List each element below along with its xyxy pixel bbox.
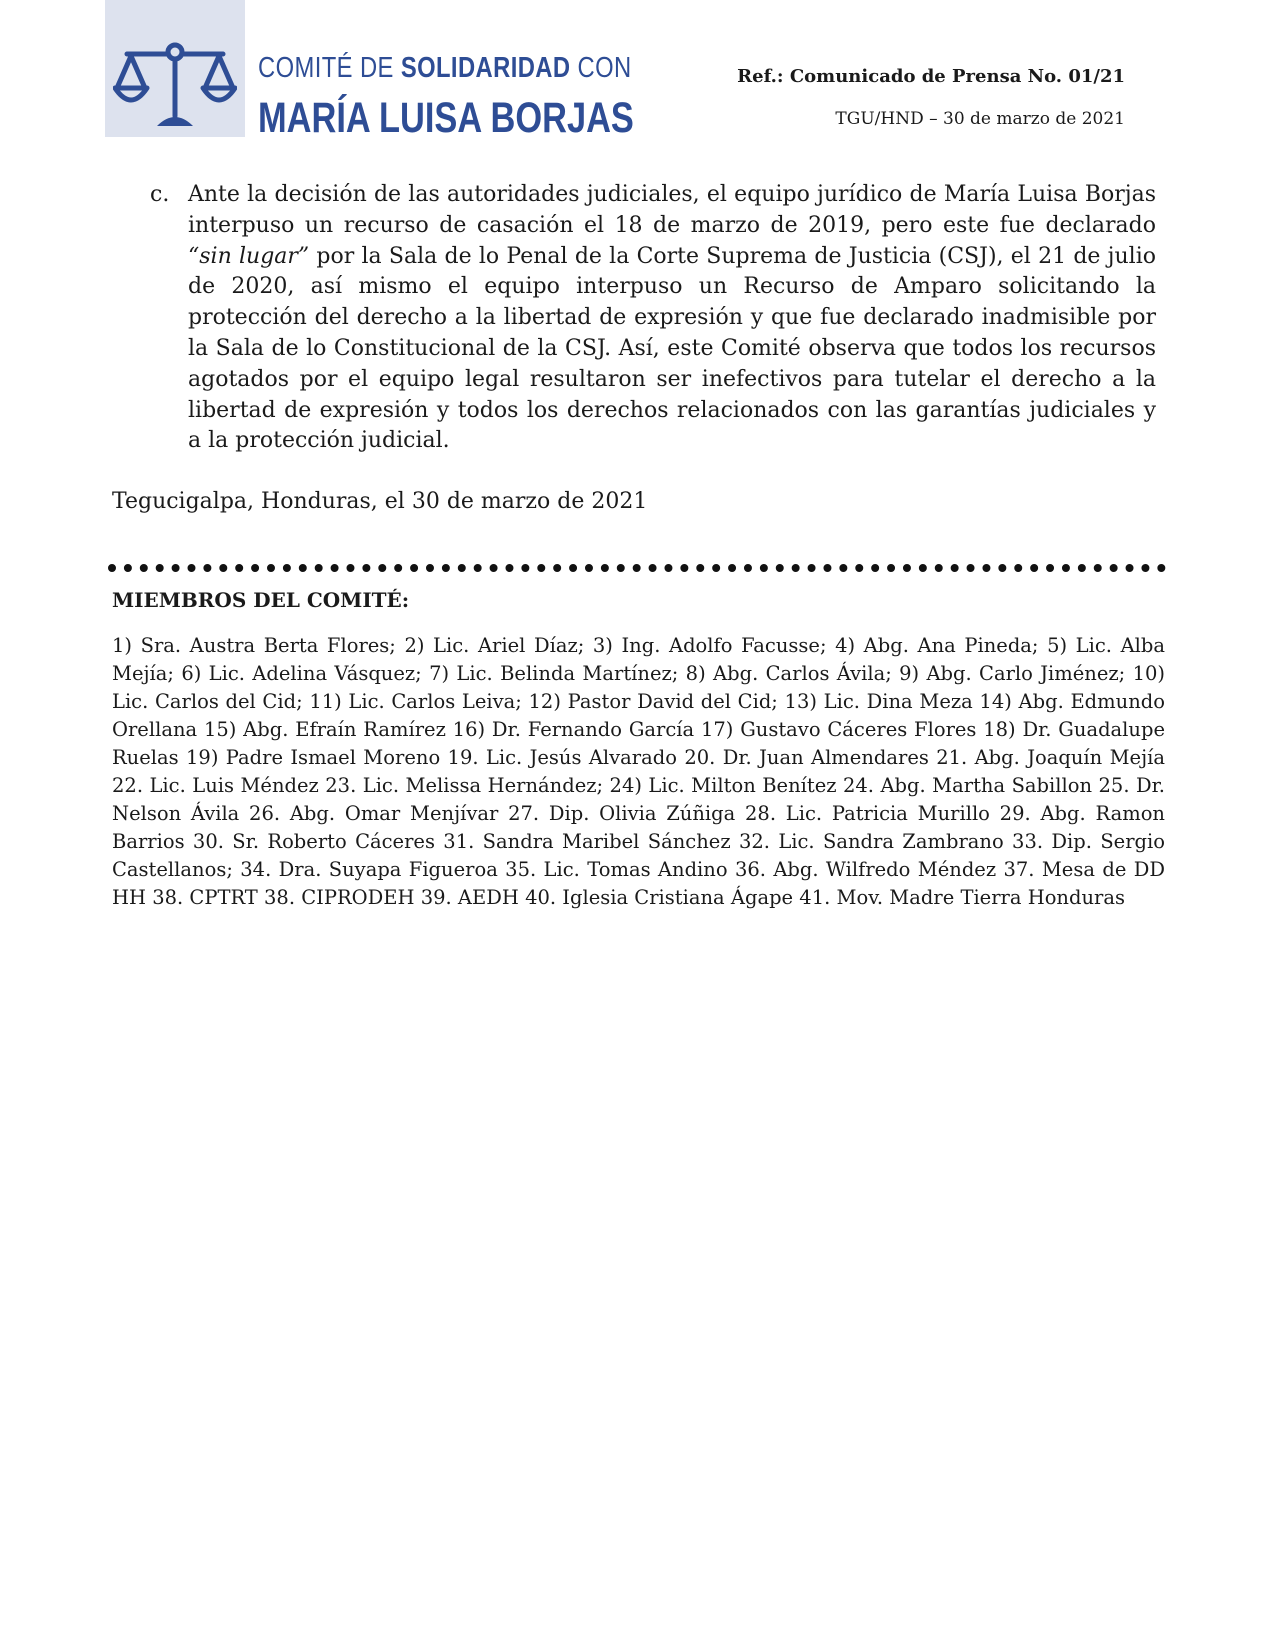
logo-title-line1	[258, 52, 632, 85]
list-marker: c.	[150, 182, 170, 207]
scales-of-justice-icon	[113, 40, 237, 132]
list-item-c	[150, 180, 1156, 457]
logo-word-con: CON	[570, 52, 632, 84]
item-text-part2: por la Sala de lo Penal de la Corte Suprema de Justicia (CSJ), el 21 de julio de 2020, así mismo el equipo interpuso un Recurso de Amparo solicitando la protección del derecho a la libertad de expresión y que fue declarado inadmisible por la Sala de lo Constitucional de la CSJ. Así, este Comité observa que todos los recursos agotados por el equipo legal resultaron ser inefectivos para tutelar el derecho a la libertad de expresión y todos los derechos relacionados con las garantías judiciales y a la protección judicial.	[188, 243, 1156, 454]
logo-word-solidaridad: SOLIDARIDAD	[400, 52, 571, 84]
members-heading: MIEMBROS DEL COMITÉ:	[112, 588, 410, 612]
logo-word-comite: COMITÉ DE	[258, 52, 401, 84]
item-text-emphasis: “sin lugar”	[188, 243, 310, 269]
logo-badge	[105, 0, 245, 137]
dotted-divider	[108, 564, 1166, 572]
logo-title-line2: MARÍA LUISA BORJAS	[258, 94, 634, 142]
list-item-text	[188, 180, 1156, 457]
header-date: TGU/HND – 30 de marzo de 2021	[835, 109, 1125, 129]
item-text-part1: Ante la decisión de las autoridades judiciales, el equipo jurídico de María Luisa Borjas interpuso un recurso de casación el 18 de marzo de 2019, pero este fue declarado	[188, 182, 1156, 238]
members-list: 1) Sra. Austra Berta Flores; 2) Lic. Ariel Díaz; 3) Ing. Adolfo Facusse; 4) Abg. Ana Pineda; 5) Lic. Alba Mejía; 6) Lic. Adelina Vásquez; 7) Lic. Belinda Martínez; 8) Abg. Carlos Ávila; 9) Abg. Carlo Jiménez; 10) Lic. Carlos del Cid; 11) Lic. Carlos Leiva; 12) Pastor David del Cid; 13) Lic. Dina Meza 14) Abg. Edmundo Orellana 15) Abg. Efraín Ramírez 16) Dr. Fernando García 17) Gustavo Cáceres Flores 18) Dr. Guadalupe Ruelas 19) Padre Ismael Moreno 19. Lic. Jesús Alvarado 20. Dr. Juan Almendares 21. Abg. Joaquín Mejía 22. Lic. Luis Méndez 23. Lic. Melissa Hernández; 24) Lic. Milton Benítez 24. Abg. Martha Sabillon 25. Dr. Nelson Ávila 26. Abg. Omar Menjívar 27. Dip. Olivia Zúñiga 28. Lic. Patricia Murillo 29. Abg. Ramon Barrios 30. Sr. Roberto Cáceres 31. Sandra Maribel Sánchez 32. Lic. Sandra Zambrano 33. Dip. Sergio Castellanos; 34. Dra. Suyapa Figueroa 35. Lic. Tomas Andino 36. Abg. Wilfredo Méndez 37. Mesa de DD HH 38. CPTRT 38. CIPRODEH 39. AEDH 40. Iglesia Cristiana Ágape 41. Mov. Madre Tierra Honduras	[112, 634, 1165, 909]
press-release-ref: Ref.: Comunicado de Prensa No. 01/21	[737, 66, 1125, 87]
place-and-date: Tegucigalpa, Honduras, el 30 de marzo de 2021	[112, 489, 648, 514]
